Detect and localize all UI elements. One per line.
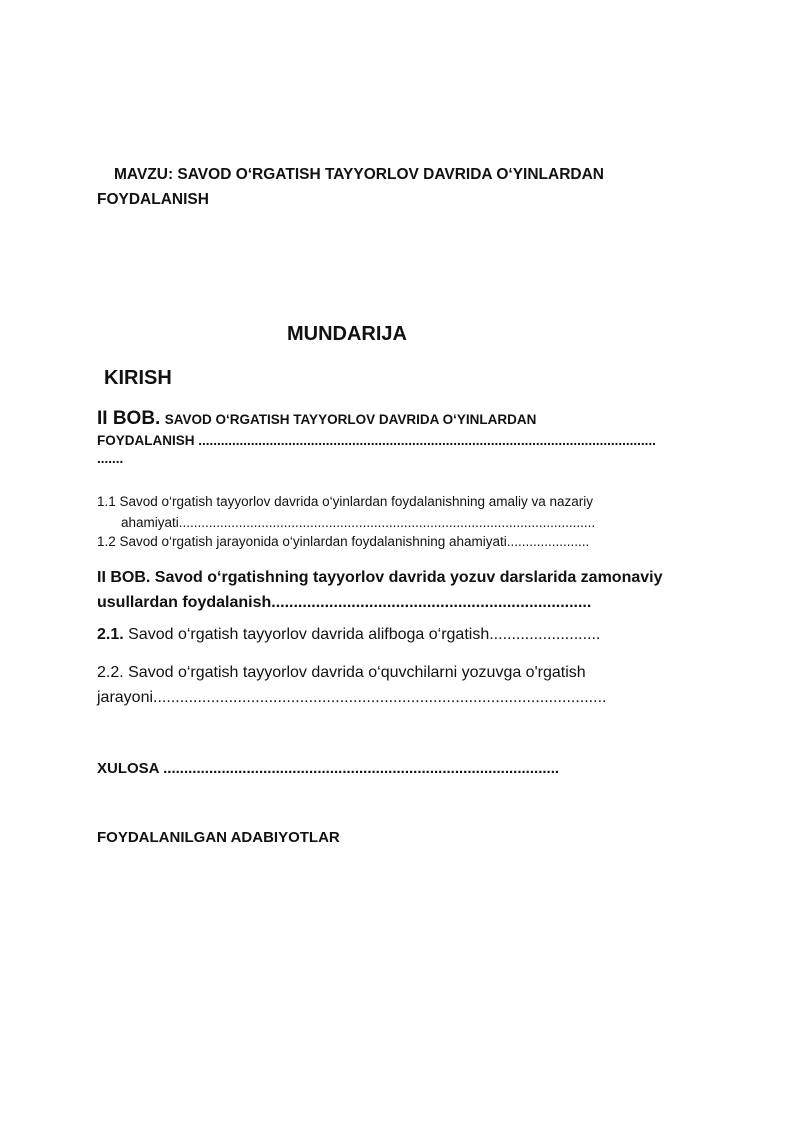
section-2-2-line-1: 2.2. Savod o‘rgatish tayyorlov davrida o‘quvchilarni yozuvga o'rgatish <box>97 664 586 681</box>
chapter-2-line-1: II BOB. Savod o‘rgatishning tayyorlov davrida yozuv darslarida zamonaviy <box>97 569 663 586</box>
toc-conclusion: XULOSA ............................................................................................... <box>97 760 560 777</box>
topic-line-1: MAVZU: SAVOD O‘RGATISH TAYYORLOV DAVRIDA O‘YINLARDAN <box>114 166 604 183</box>
toc-section-1-2: 1.2 Savod o‘rgatish jarayonida o‘yinlardan foydalanishning ahamiyati...................... <box>97 534 590 549</box>
topic-line-2: FOYDALANISH <box>97 191 209 208</box>
toc-section-2-2 <box>97 660 697 710</box>
section-1-1-line-1: 1.1 Savod o‘rgatish tayyorlov davrida o‘yinlardan foydalanishning amaliy va nazariy <box>97 494 594 509</box>
toc-intro: KIRISH <box>104 367 172 389</box>
toc-chapter-2 <box>97 565 717 615</box>
section-1-1-line-2: ahamiyati............................................................................................................... <box>121 515 596 530</box>
chapter-1-title: SAVOD O‘RGATISH TAYYORLOV DAVRIDA O‘YINLARDAN <box>164 412 537 427</box>
section-2-2-line-2: jarayoni...................................................................................................... <box>97 689 607 706</box>
toc-chapter-1 <box>97 408 707 466</box>
chapter-2-line-2: usullardan foydalanish........................................................................ <box>97 594 592 611</box>
toc-heading: MUNDARIJA <box>287 323 407 345</box>
chapter-1-title-cont: FOYDALANISH .......................................................................................................................... <box>97 433 656 448</box>
toc-references: FOYDALANILGAN ADABIYOTLAR <box>97 829 340 846</box>
toc-section-2-1 <box>97 626 600 644</box>
section-2-1-text: Savod o‘rgatish tayyorlov davrida alifboga o‘rgatish......................... <box>123 626 601 643</box>
chapter-1-leader: ....... <box>97 451 124 466</box>
toc-section-1-1 <box>97 491 697 533</box>
chapter-1-prefix: II BOB. <box>97 408 161 429</box>
topic-title <box>97 162 657 212</box>
section-2-1-number: 2.1. <box>97 626 124 643</box>
